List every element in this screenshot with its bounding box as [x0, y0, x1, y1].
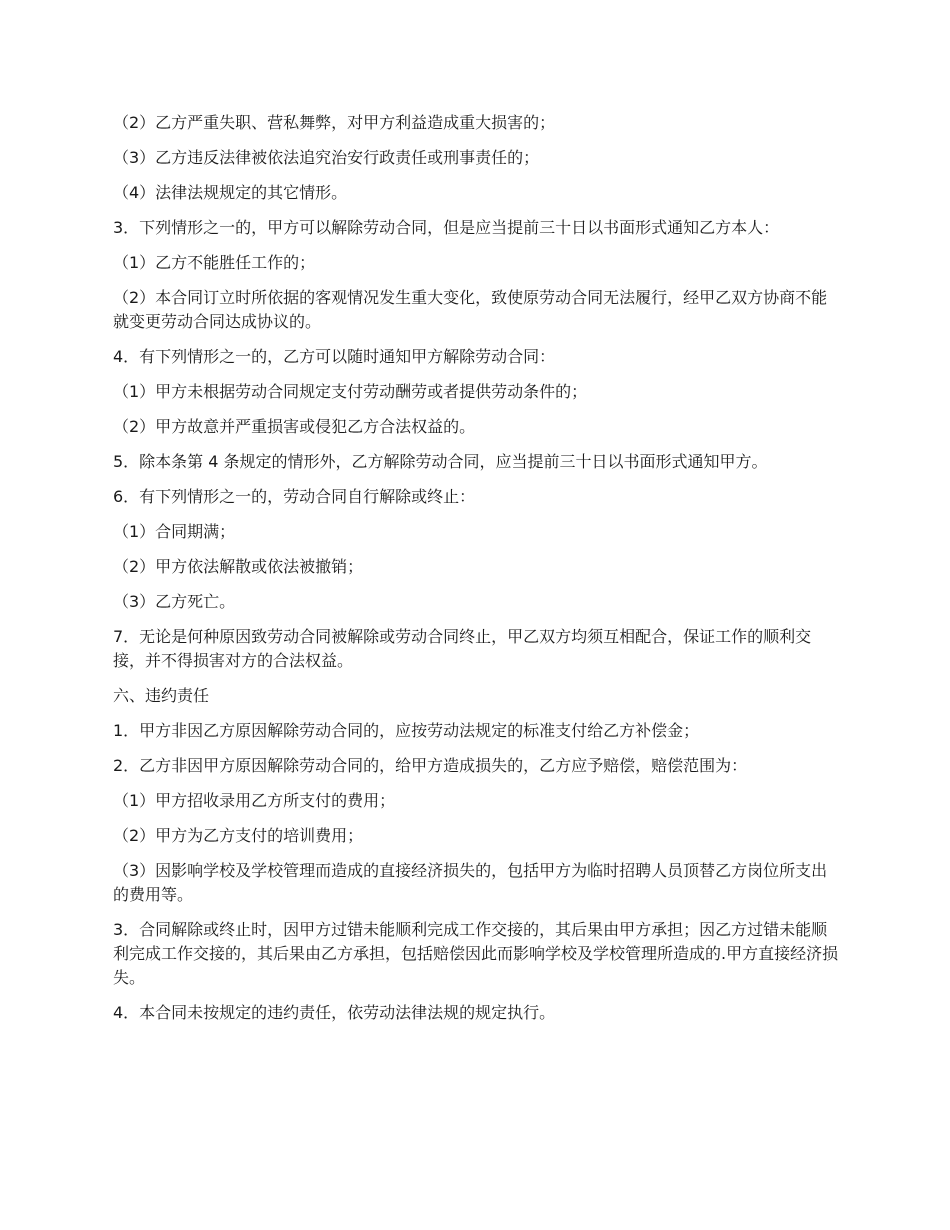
section-heading: 六、违约责任: [113, 686, 210, 705]
paragraph-18: 2．乙方非因甲方原因解除劳动合同的，给甲方造成损失的，乙方应予赔偿，赔偿范围为：: [113, 756, 748, 775]
paragraph-6: （2）本合同订立时所依据的客观情况发生重大变化，致使原劳动合同无法履行，经甲乙双方协商不能就变更劳动合同达成协议的。: [113, 288, 828, 331]
paragraph-4: 3．下列情形之一的，甲方可以解除劳动合同，但是应当提前三十日以书面形式通知乙方本人：: [113, 218, 780, 237]
paragraph-3: （4）法律法规规定的其它情形。: [113, 183, 348, 202]
paragraph-9: （2）甲方故意并严重损害或侵犯乙方合法权益的。: [113, 417, 476, 436]
paragraph-20: （2）甲方为乙方支付的培训费用；: [113, 826, 364, 845]
paragraph-13: （2）甲方依法解散或依法被撤销；: [113, 557, 364, 576]
paragraph-14: （3）乙方死亡。: [113, 592, 236, 611]
paragraph-1: （2）乙方严重失职、营私舞弊，对甲方利益造成重大损害的；: [113, 113, 556, 132]
paragraph-7: 4．有下列情形之一的，乙方可以随时通知甲方解除劳动合同：: [113, 347, 556, 366]
paragraph-2: （3）乙方违反法律被依法追究治安行政责任或刑事责任的；: [113, 148, 540, 167]
paragraph-8: （1）甲方未根据劳动合同规定支付劳动酬劳或者提供劳动条件的；: [113, 382, 588, 401]
paragraph-11: 6．有下列情形之一的，劳动合同自行解除或终止：: [113, 487, 476, 506]
paragraph-22: 3．合同解除或终止时，因甲方过错未能顺利完成工作交接的，其后果由甲方承担；因乙方过错未能顺利完成工作交接的，其后果由乙方承担，包括赔偿因此而影响学校及学校管理所造成的.甲方直接经济损失。: [113, 920, 839, 987]
paragraph-23: 4．本合同未按规定的违约责任，依劳动法律法规的规定执行。: [113, 1003, 556, 1022]
paragraph-21: （3）因影响学校及学校管理而造成的直接经济损失的，包括甲方为临时招聘人员顶替乙方岗位所支出的费用等。: [113, 861, 828, 904]
paragraph-5: （1）乙方不能胜任工作的；: [113, 253, 316, 272]
paragraph-19: （1）甲方招收录用乙方所支付的费用；: [113, 791, 396, 810]
document-body: [113, 111, 843, 1036]
paragraph-10: 5．除本条第 4 条规定的情形外，乙方解除劳动合同，应当提前三十日以书面形式通知甲方。: [113, 452, 768, 471]
paragraph-12: （1）合同期满；: [113, 522, 236, 541]
paragraph-15: 7．无论是何种原因致劳动合同被解除或劳动合同终止，甲乙双方均须互相配合，保证工作的顺利交接，并不得损害对方的合法权益。: [113, 627, 812, 670]
paragraph-17: 1．甲方非因乙方原因解除劳动合同的，应按劳动法规定的标准支付给乙方补偿金；: [113, 721, 700, 740]
